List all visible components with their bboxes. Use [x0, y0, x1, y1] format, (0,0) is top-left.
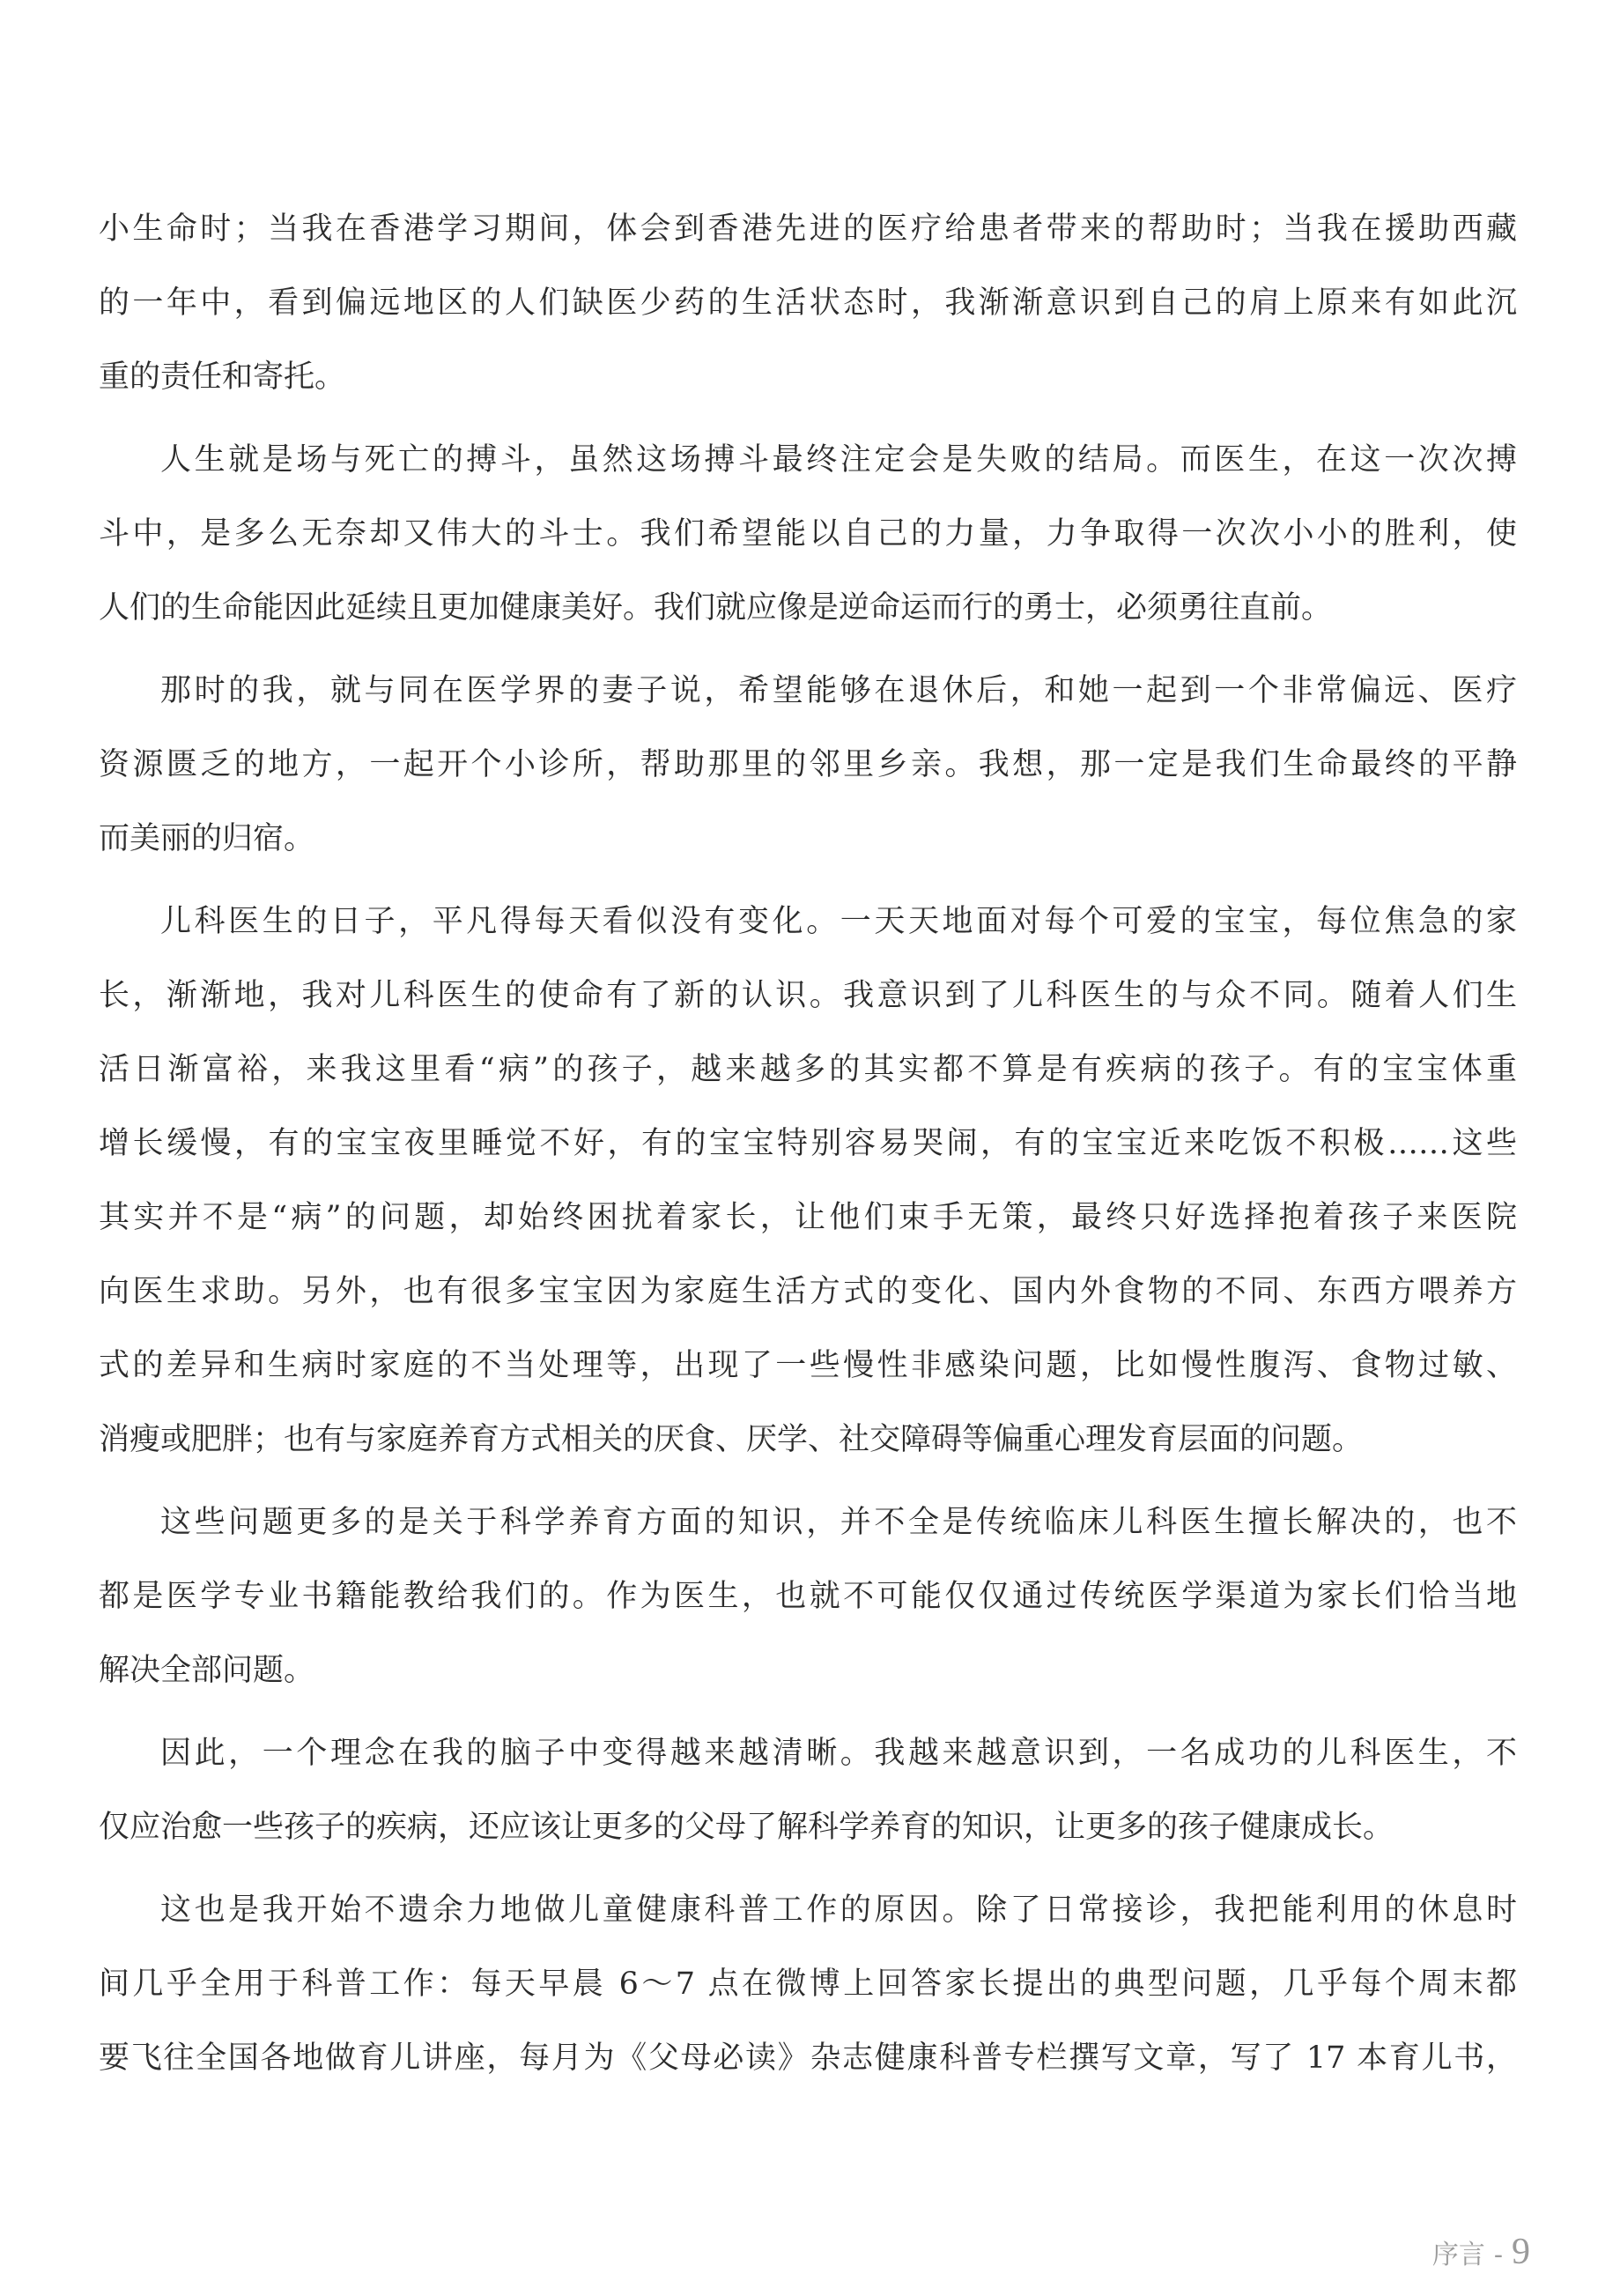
text-line: 向医生求助。另外，也有很多宝宝因为家庭生活方式的变化、国内外食物的不同、东西方喂养方 [99, 1274, 1517, 1309]
page-footer [1432, 2231, 1530, 2273]
text-line: 增长缓慢，有的宝宝夜里睡觉不好，有的宝宝特别容易哭闹，有的宝宝近来吃饭不积极……这些 [99, 1126, 1517, 1161]
text-line: 人们的生命能因此延续且更加健康美好。我们就应像是逆命运而行的勇士，必须勇往直前。 [99, 590, 1333, 626]
text-line: 都是医学专业书籍能教给我们的。作为医生，也就不可能仅仅通过传统医学渠道为家长们恰当地 [99, 1579, 1517, 1614]
footer-separator: - [1493, 2240, 1503, 2270]
text-line: 活日渐富裕，来我这里看“病”的孩子，越来越多的其实都不算是有疾病的孩子。有的宝宝体重 [99, 1052, 1517, 1087]
text-line: 资源匮乏的地方，一起开个小诊所，帮助那里的邻里乡亲。我想，那一定是我们生命最终的平静 [99, 747, 1517, 782]
text-line: 解决全部问题。 [99, 1653, 315, 1688]
text-line: 其实并不是“病”的问题，却始终困扰着家长，让他们束手无策，最终只好选择抱着孩子来医院 [99, 1200, 1517, 1235]
page-number: 9 [1512, 2232, 1530, 2272]
text-line: 消瘦或肥胖；也有与家庭养育方式相关的厌食、厌学、社交障碍等偏重心理发育层面的问题。 [99, 1422, 1364, 1457]
text-line: 人生就是场与死亡的搏斗，虽然这场搏斗最终注定会是失败的结局。而医生，在这一次次搏 [160, 442, 1517, 478]
text-line: 儿科医生的日子，平凡得每天看似没有变化。一天天地面对每个可爱的宝宝，每位焦急的家 [160, 904, 1517, 939]
text-line: 长，渐渐地，我对儿科医生的使命有了新的认识。我意识到了儿科医生的与众不同。随着人们生 [99, 978, 1517, 1013]
text-line: 的一年中，看到偏远地区的人们缺医少药的生活状态时，我渐渐意识到自己的肩上原来有如此沉 [99, 285, 1517, 321]
text-line: 斗中，是多么无奈却又伟大的斗士。我们希望能以自己的力量，力争取得一次次小小的胜利，使 [99, 516, 1517, 552]
text-line: 这些问题更多的是关于科学养育方面的知识，并不全是传统临床儿科医生擅长解决的，也不 [160, 1505, 1517, 1540]
text-line: 间几乎全用于科普工作：每天早晨 6～7 点在微博上回答家长提出的典型问题，几乎每个周末都 [99, 1966, 1517, 2002]
text-line: 小生命时；当我在香港学习期间，体会到香港先进的医疗给患者带来的帮助时；当我在援助西藏 [99, 211, 1517, 247]
text-line: 因此，一个理念在我的脑子中变得越来越清晰。我越来越意识到，一名成功的儿科医生，不 [160, 1736, 1517, 1771]
body-text [99, 192, 1517, 2095]
text-line: 那时的我，就与同在医学界的妻子说，希望能够在退休后，和她一起到一个非常偏远、医疗 [160, 673, 1517, 708]
text-line: 要飞往全国各地做育儿讲座，每月为《父母必读》杂志健康科普专栏撰写文章，写了 17 本育儿书， [99, 2040, 1517, 2076]
text-line: 这也是我开始不遗余力地做儿童健康科普工作的原因。除了日常接诊，我把能利用的休息时 [160, 1892, 1517, 1928]
footer-section-label: 序言 [1431, 2240, 1485, 2270]
text-line: 式的差异和生病时家庭的不当处理等，出现了一些慢性非感染问题，比如慢性腹泻、食物过敏、 [99, 1348, 1517, 1383]
text-line: 仅应治愈一些孩子的疾病，还应该让更多的父母了解科学养育的知识，让更多的孩子健康成长。 [99, 1810, 1394, 1845]
text-line: 重的责任和寄托。 [99, 359, 346, 395]
text-line: 而美丽的归宿。 [99, 821, 315, 856]
